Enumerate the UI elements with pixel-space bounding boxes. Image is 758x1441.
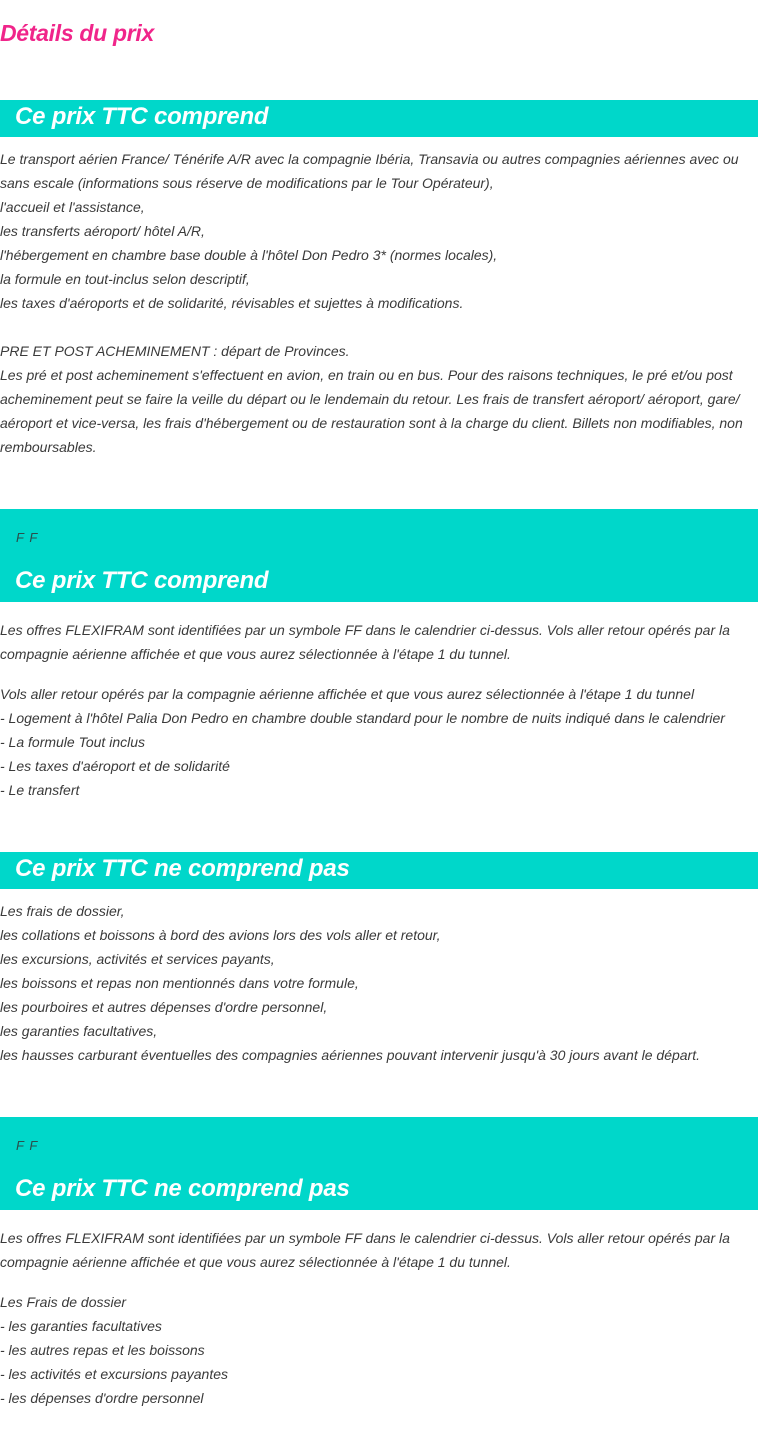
excludes-line: Les frais de dossier, [0,903,125,919]
pre-post-heading: PRE ET POST ACHEMINEMENT : départ de Provinces. [0,343,350,359]
section-flexifram-excludes-intro [0,1226,758,1274]
includes-line: les taxes d'aéroports et de solidarité, révisables et sujettes à modifications. [0,295,464,311]
section-flexifram-excludes-header [0,1117,758,1210]
section-excludes-body [0,899,758,1067]
section-flexifram-excludes-title: Ce prix TTC ne comprend pas [15,1175,350,1202]
flexifram-intro-text: Les offres FLEXIFRAM sont identifiées par un symbole FF dans le calendrier ci-dessus. Vols aller retour opérés par la compagnie aérienne affichée et que vous aurez sélectionnée à l'étape 1 du tunnel. [0,1230,730,1270]
ff-badge: F F [16,530,39,545]
excludes-line: les pourboires et autres dépenses d'ordre personnel, [0,999,328,1015]
section-includes-header [0,100,758,137]
list-item: - les garanties facultatives [0,1318,162,1334]
list-item: - les dépenses d'ordre personnel [0,1390,204,1406]
excludes-line: les garanties facultatives, [0,1023,158,1039]
section-includes-body [0,147,758,459]
ff-badge: F F [16,1138,39,1153]
section-flexifram-includes-intro [0,618,758,666]
list-item: - La formule Tout inclus [0,734,145,750]
excludes-line: les collations et boissons à bord des avions lors des vols aller et retour, [0,927,441,943]
includes-line: l'accueil et l'assistance, [0,199,145,215]
list-item: - Les taxes d'aéroport et de solidarité [0,758,230,774]
flexifram-intro-text: Les offres FLEXIFRAM sont identifiées par un symbole FF dans le calendrier ci-dessus. Vols aller retour opérés par la compagnie aérienne affichée et que vous aurez sélectionnée à l'étape 1 du tunnel. [0,622,730,662]
section-excludes-header [0,852,758,889]
includes-line: l'hébergement en chambre base double à l'hôtel Don Pedro 3* (normes locales), [0,247,498,263]
list-item: - les activités et excursions payantes [0,1366,228,1382]
list-item: - Le transfert [0,782,80,798]
excludes-line: les excursions, activités et services payants, [0,951,275,967]
pre-post-text: Les pré et post acheminement s'effectuent en avion, en train ou en bus. Pour des raisons techniques, le pré et/ou post acheminement peut se faire la veille du départ ou le lendemain du retour. Les frais de transfert aéroport/ aéroport, gare/ aéroport et vice-versa, les frais d'hébergement ou de restauration sont à la charge du client. Billets non modifiables, non remboursables. [0,367,743,455]
includes-line: les transferts aéroport/ hôtel A/R, [0,223,205,239]
includes-transport-text: Le transport aérien France/ Ténérife A/R avec la compagnie Ibéria, Transavia ou autres compagnies aériennes avec ou sans escale (informations sous réserve de modifications par le Tour Opérateur), [0,151,739,191]
section-flexifram-includes-list [0,682,758,802]
spacer [0,315,758,339]
list-item: Les Frais de dossier [0,1294,127,1310]
list-item: - Logement à l'hôtel Palia Don Pedro en chambre double standard pour le nombre de nuits indiqué dans le calendrier [0,710,725,726]
section-flexifram-excludes-list [0,1290,758,1410]
includes-line: la formule en tout-inclus selon descriptif, [0,271,250,287]
section-flexifram-includes-title: Ce prix TTC comprend [15,567,269,594]
excludes-line: les hausses carburant éventuelles des compagnies aériennes pouvant intervenir jusqu'à 30 jours avant le départ. [0,1047,700,1063]
section-excludes-title: Ce prix TTC ne comprend pas [15,855,350,882]
list-item: - les autres repas et les boissons [0,1342,205,1358]
list-item: Vols aller retour opérés par la compagnie aérienne affichée et que vous aurez sélectionnée à l'étape 1 du tunnel [0,686,695,702]
page-title: Détails du prix [0,20,154,46]
section-flexifram-includes-header [0,509,758,602]
section-includes-title: Ce prix TTC comprend [15,103,269,130]
excludes-line: les boissons et repas non mentionnés dans votre formule, [0,975,359,991]
